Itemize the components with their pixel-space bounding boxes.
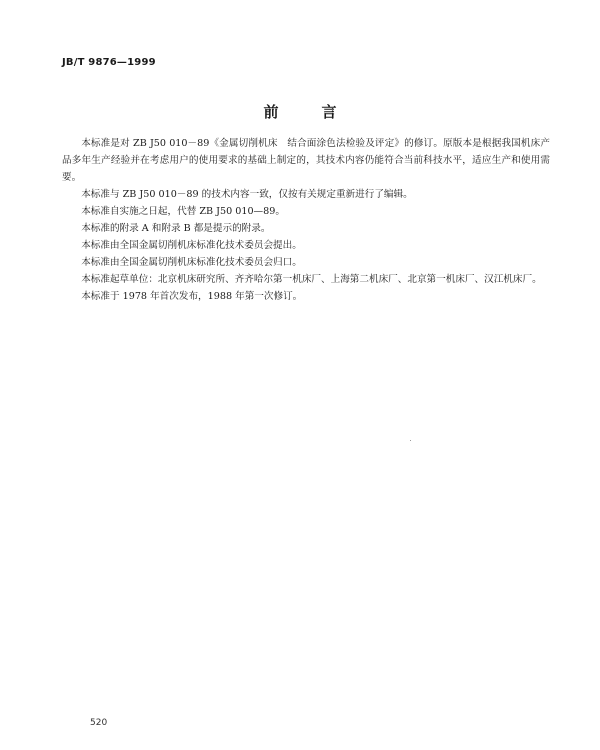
paragraph-administered-by: 本标准由全国金属切削机床标准化技术委员会归口。	[81, 257, 302, 268]
paragraph-replacement: 本标准自实施之日起，代替 ZB J50 010—89。	[81, 206, 285, 217]
foreword-body	[62, 135, 550, 305]
page-number: 520	[90, 718, 108, 728]
paragraph-history: 本标准于 1978 年首次发布，1988 年第一次修订。	[81, 291, 303, 302]
page-title: 前 言	[263, 103, 351, 121]
paragraph-drafting-units: 本标准起草单位：北京机床研究所、齐齐哈尔第一机床厂、上海第二机床厂、北京第一机床厂、汉江机床厂。	[81, 274, 542, 285]
paragraph-proposed-by: 本标准由全国金属切削机床标准化技术委员会提出。	[81, 240, 302, 251]
speck-mark	[410, 440, 411, 441]
paragraph-revision: 本标准是对 ZB J50 010－89《金属切削机床 结合面涂色法检验及评定》的修订。原版本是根据我国机床产品多年生产经验并在考虑用户的使用要求的基础上制定的，其技术内容仍能符合当前科技水平，适应生产和使用需要。	[62, 138, 550, 183]
paragraph-content: 本标准与 ZB J50 010－89 的技术内容一致，仅按有关规定重新进行了编辑。	[81, 189, 413, 200]
standard-code: JB/T 9876—1999	[62, 57, 156, 68]
paragraph-appendix: 本标准的附录 A 和附录 B 都是提示的附录。	[81, 223, 271, 234]
